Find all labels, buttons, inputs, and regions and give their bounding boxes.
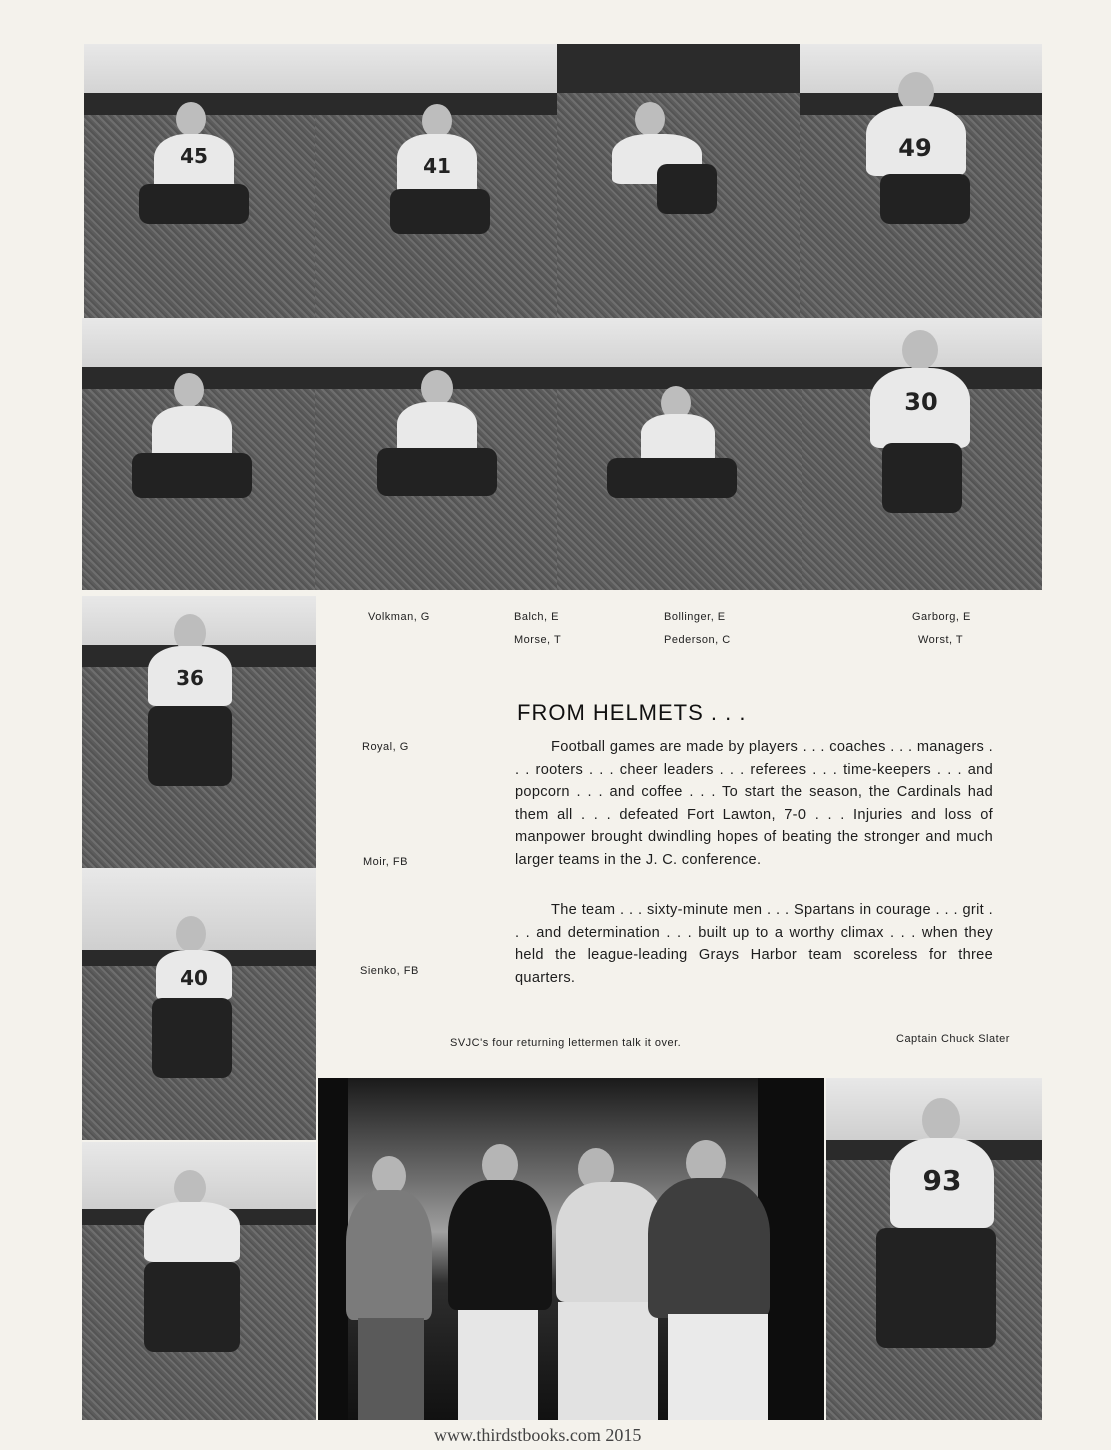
article-paragraph-2: The team . . . sixty-minute men . . . Spartans in courage . . . grit . . . and determination . . . built up to a worthy climax . . . when they held the league-leading Grays Harbor team scoreless for three quarters. (515, 902, 993, 986)
caption-worst: Worst, T (918, 634, 964, 646)
caption-captain: Captain Chuck Slater (896, 1033, 1010, 1045)
jersey-number: 30 (904, 388, 938, 416)
caption-group-photo: SVJC's four returning lettermen talk it over. (450, 1037, 682, 1049)
player-photo-sienko (82, 1142, 316, 1420)
jersey-number: 41 (423, 154, 451, 178)
jersey-number: 36 (176, 666, 204, 690)
article-heading: FROM HELMETS . . . (517, 700, 747, 725)
player-photo-royal (82, 596, 316, 868)
caption-bollinger: Bollinger, E (664, 611, 726, 623)
player-photo-8 (802, 318, 1042, 590)
player-photo-6 (315, 318, 557, 590)
caption-sienko: Sienko, FB (360, 965, 419, 977)
watermark: www.thirdstbooks.com 2015 (434, 1425, 642, 1445)
caption-royal: Royal, G (362, 741, 409, 753)
caption-pederson: Pederson, C (664, 634, 731, 646)
player-photo-moir (82, 868, 316, 1140)
caption-garborg: Garborg, E (912, 611, 971, 623)
article-paragraph-1: Football games are made by players . . . coaches . . . managers . . . rooters . . . cheer leaders . . . referees . . . time-keepers . . . and popcorn . . . and coffee . . . To start the season, the Cardinals had them all . . . defeated Fort Lawton, 7-0 . . . Injuries and loss of manpower brought dwindling hopes of beating the stronger and much larger teams in the J. C. conference. (515, 739, 993, 868)
player-photo-3 (557, 44, 800, 318)
player-photo-5 (82, 318, 315, 590)
player-photo-1 (84, 44, 315, 318)
player-photo-7 (557, 318, 802, 590)
caption-moir: Moir, FB (363, 856, 408, 868)
jersey-number: 40 (180, 966, 208, 990)
player-photo-2 (315, 44, 557, 318)
caption-morse: Morse, T (514, 634, 562, 646)
caption-volkman: Volkman, G (368, 611, 430, 623)
jersey-number: 93 (922, 1164, 962, 1197)
player-photo-captain (826, 1078, 1042, 1420)
jersey-number: 49 (898, 134, 932, 162)
jersey-number: 45 (180, 144, 208, 168)
player-photo-4 (800, 44, 1042, 318)
caption-balch: Balch, E (514, 611, 559, 623)
group-photo-lettermen (318, 1078, 824, 1420)
